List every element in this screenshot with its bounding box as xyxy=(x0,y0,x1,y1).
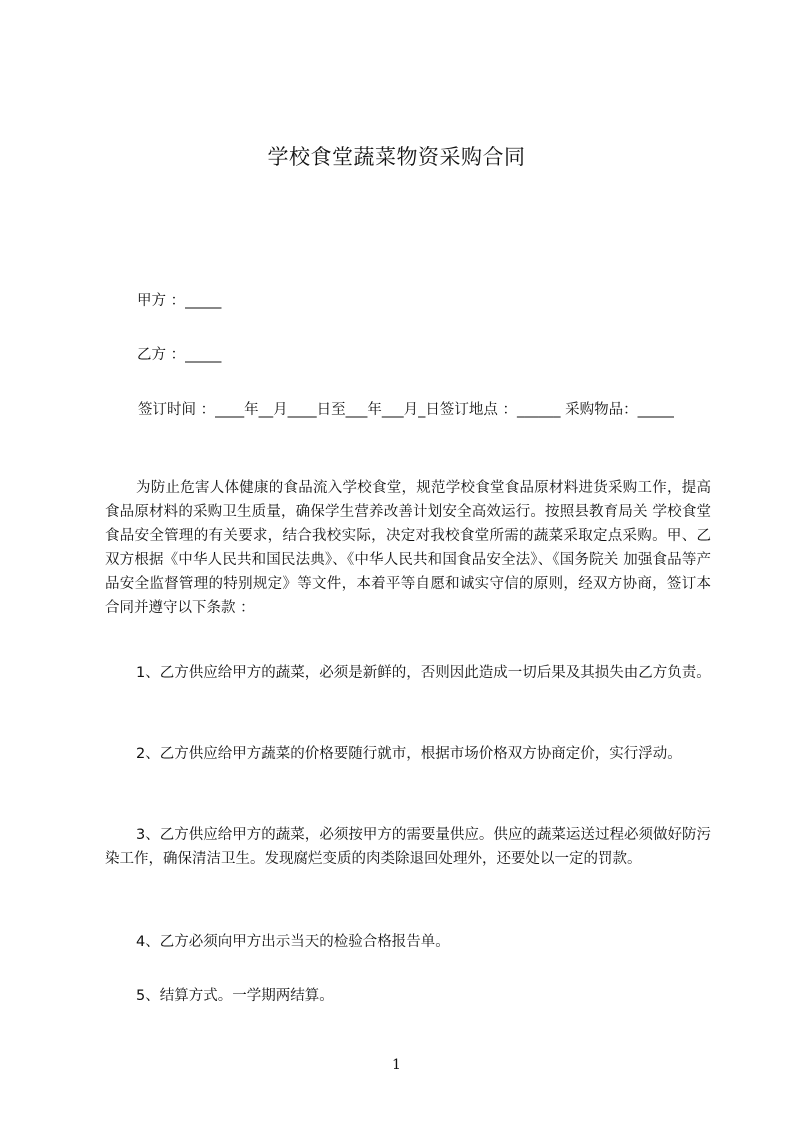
party-a-line: 甲方 ：_____ xyxy=(137,293,222,309)
clause-3: 3、乙方供应给甲方的蔬菜，必须按甲方的需要量供应。供应的蔬菜运送过程必须做好防污染工作，确保清洁卫生。发现腐烂变质的肉类除退回处理外，还要处以一定的罚款。 xyxy=(105,827,711,867)
clause-5: 5、结算方式。一学期两结算。 xyxy=(136,988,334,1004)
page-number: 1 xyxy=(392,1057,401,1073)
preamble-paragraph: 为防止危害人体健康的食品流入学校食堂，规范学校食堂食品原材料进货采购工作，提高食品原材料的采购卫生质量，确保学生营养改善计划安全高效运行。按照县教育局关 学校食堂食品安全管理的有关要求，结合我校实际，决定对我校食堂所需的蔬菜采取定点采购。甲、乙双方根据《中华人民共和国民法典》、《中华人民共和国食品安全法》、《国务院关 加强食品等产品安全监督管理的特别规定》等文件，本着平等自愿和诚实守信的原则，经双方协商，签订本合同并遵守以下条款 ： xyxy=(105,480,711,616)
clause-4: 4、乙方必须向甲方出示当天的检验合格报告单。 xyxy=(136,934,450,950)
signing-info: 签订时间 ：____年__月____日至___年___月_日签订地点 ：______ 采购物品：_____ xyxy=(138,402,674,418)
clause-2: 2、乙方供应给甲方蔬菜的价格要随行就市，根据市场价格双方协商定价，实行浮动。 xyxy=(136,746,682,762)
party-b-line: 乙方 ：_____ xyxy=(137,347,222,363)
clause-1: 1、乙方供应给甲方的蔬菜，必须是新鲜的，否则因此造成一切后果及其损失由乙方负责。 xyxy=(136,665,711,681)
page-title: 学校食堂蔬菜物资采购合同 xyxy=(267,145,526,169)
